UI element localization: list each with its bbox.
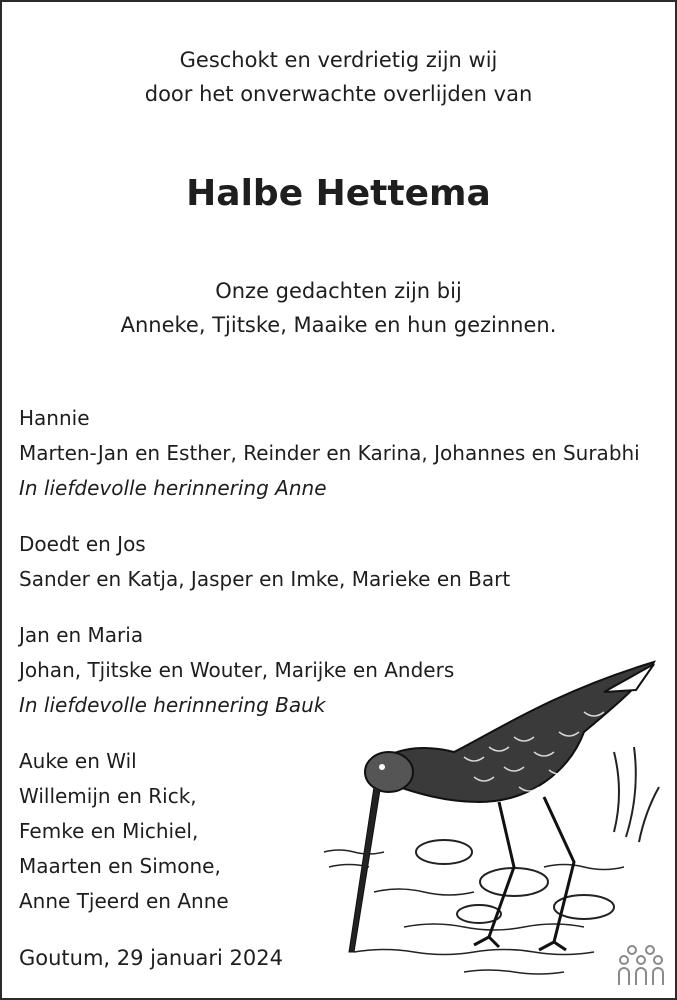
family-line: Auke en Wil: [19, 749, 137, 773]
family-line: Hannie: [19, 406, 90, 430]
thoughts-text: [2, 274, 675, 342]
family-line: Willemijn en Rick,: [19, 784, 197, 808]
family-group: [19, 618, 454, 723]
place-date: Goutum, 29 januari 2024: [19, 946, 283, 970]
family-line: Marten-Jan en Esther, Reinder en Karina, Johannes en Surabhi: [19, 441, 640, 465]
opening-line: Geschokt en verdrietig zijn wij: [179, 48, 498, 72]
family-line: Jan en Maria: [19, 623, 144, 647]
family-line: Femke en Michiel,: [19, 819, 199, 843]
people-group-icon: [617, 945, 665, 987]
thoughts-line: Onze gedachten zijn bij: [215, 279, 462, 303]
memory-line: In liefdevolle herinnering Bauk: [19, 693, 326, 717]
family-line: Sander en Katja, Jasper en Imke, Marieke en Bart: [19, 567, 511, 591]
family-group: [19, 401, 640, 506]
family-line: Doedt en Jos: [19, 532, 146, 556]
family-group: [19, 744, 229, 919]
deceased-name: Halbe Hettema: [186, 173, 491, 214]
family-line: Maarten en Simone,: [19, 854, 221, 878]
family-group: [19, 527, 510, 597]
opening-line: door het onverwachte overlijden van: [144, 82, 533, 106]
family-line: Anne Tjeerd en Anne: [19, 889, 229, 913]
opening-text: [2, 43, 675, 111]
thoughts-line: Anneke, Tjitske, Maaike en hun gezinnen.: [120, 313, 557, 337]
memory-line: In liefdevolle herinnering Anne: [19, 476, 327, 500]
family-line: Johan, Tjitske en Wouter, Marijke en Anders: [19, 658, 455, 682]
